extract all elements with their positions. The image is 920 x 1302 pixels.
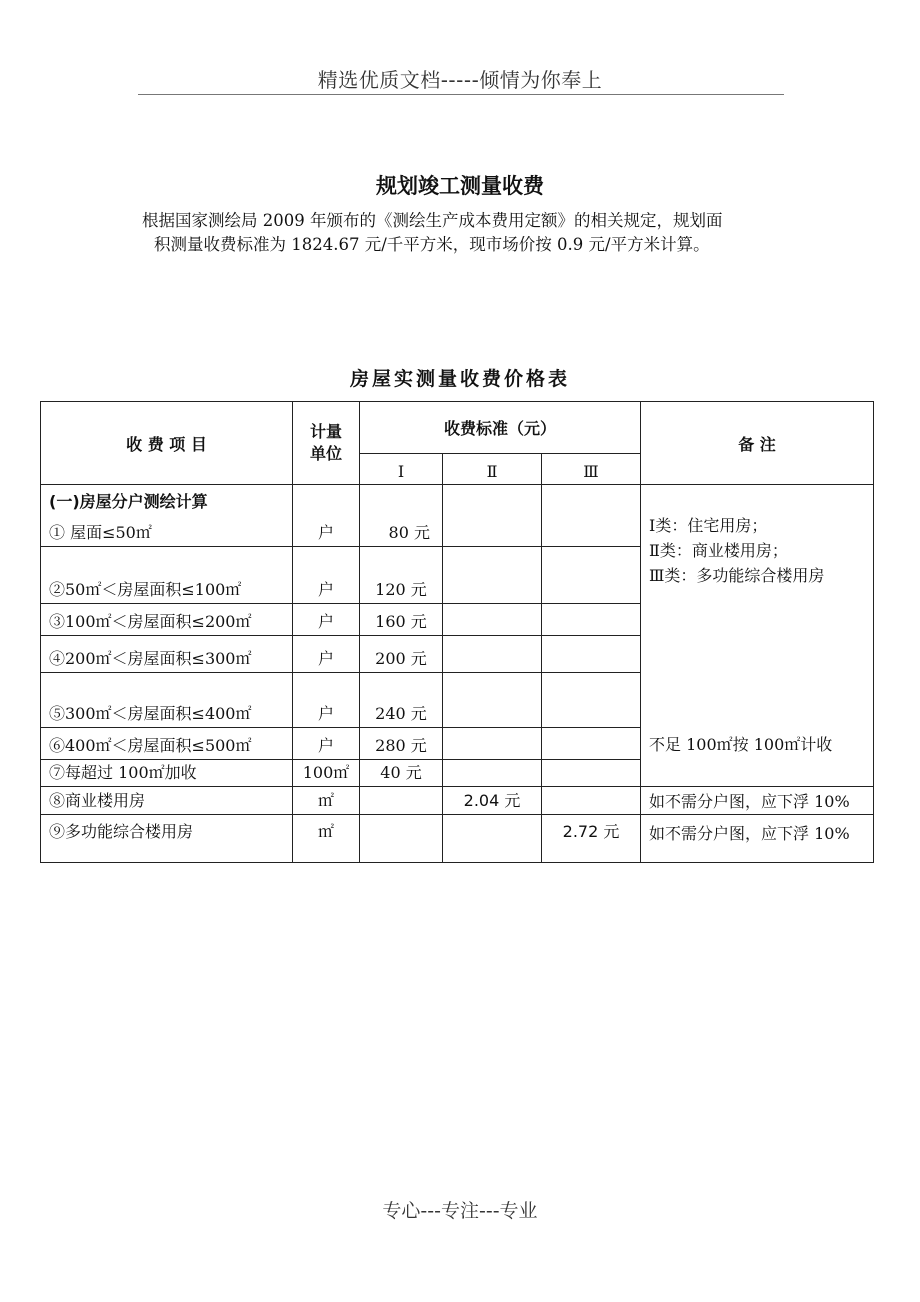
row-remark: 如不需分户图，应下浮 10% xyxy=(641,787,874,815)
category-notes xyxy=(641,485,874,787)
document-title: 规划竣工测量收费 xyxy=(376,174,544,198)
row-unit: 户 xyxy=(293,604,360,636)
note-cat-2: Ⅱ类：商业楼用房； xyxy=(649,541,788,560)
row-cat1-value: 40 元 xyxy=(360,760,443,787)
row-cat2-value xyxy=(443,673,542,728)
row-cat2-value xyxy=(443,760,542,787)
header-cat-1: Ⅰ xyxy=(360,454,443,485)
row-item: ⑥400㎡＜房屋面积≤500㎡ xyxy=(41,728,293,760)
row-cat2-value xyxy=(443,547,542,604)
row-cat2-value: 2.04 元 xyxy=(443,787,542,815)
row-cat3-value xyxy=(542,636,641,673)
page-footer: 专心---专注---专业 xyxy=(382,1200,538,1222)
row-item: ⑧商业楼用房 xyxy=(41,787,293,815)
row-cat3-value xyxy=(542,485,641,547)
row-item: ②50㎡＜房屋面积≤100㎡ xyxy=(41,547,293,604)
row-cat2-value xyxy=(443,636,542,673)
row-unit: ㎡ xyxy=(293,815,360,863)
intro-line-1: 根据国家测绘局 2009 年颁布的《测绘生产成本费用定额》的相关规定，规划面 xyxy=(142,211,723,230)
table-row xyxy=(41,485,874,547)
row-cat1-value: 240 元 xyxy=(360,673,443,728)
table-title: 房屋实测量收费价格表 xyxy=(349,368,570,390)
row-cat1-value xyxy=(360,787,443,815)
row-unit: 户 xyxy=(293,485,360,547)
row-item: ③100㎡＜房屋面积≤200㎡ xyxy=(41,604,293,636)
row-cat1-value: 80 元 xyxy=(360,485,443,547)
header-rule xyxy=(138,94,784,95)
header-standard: 收费标准（元） xyxy=(360,402,641,454)
row-item xyxy=(41,485,293,547)
header-cat-3: Ⅲ xyxy=(542,454,641,485)
intro-paragraph xyxy=(142,209,792,257)
row-cat1-value xyxy=(360,815,443,863)
note-cat-1: Ⅰ类：住宅用房； xyxy=(649,516,768,535)
row-cat1-value: 120 元 xyxy=(360,547,443,604)
row-cat3-value xyxy=(542,673,641,728)
row-cat2-value xyxy=(443,728,542,760)
section-title: (一)房屋分户测绘计算 xyxy=(49,492,208,511)
table-row xyxy=(41,815,874,863)
row-cat3-value xyxy=(542,728,641,760)
row-item: ⑤300㎡＜房屋面积≤400㎡ xyxy=(41,673,293,728)
fee-table xyxy=(40,401,874,863)
row-item-label: ① 屋面≤50㎡ xyxy=(49,523,152,542)
row-cat2-value xyxy=(443,815,542,863)
row-unit: 户 xyxy=(293,547,360,604)
row-unit: 户 xyxy=(293,728,360,760)
row-unit: 户 xyxy=(293,673,360,728)
intro-line-2: 积测量收费标准为 1824.67 元/千平方米，现市场价按 0.9 元/平方米计算。 xyxy=(154,235,710,254)
row-item: ⑨多功能综合楼用房 xyxy=(41,815,293,863)
table-row xyxy=(41,787,874,815)
row-cat3-value xyxy=(542,547,641,604)
row-unit: 100㎡ xyxy=(293,760,360,787)
row-item: ⑦每超过 100㎡加收 xyxy=(41,760,293,787)
row-unit: 户 xyxy=(293,636,360,673)
header-unit: 计量单位 xyxy=(293,402,360,485)
row-item: ④200㎡＜房屋面积≤300㎡ xyxy=(41,636,293,673)
row-cat3-value xyxy=(542,787,641,815)
row-cat1-value: 200 元 xyxy=(360,636,443,673)
row-cat2-value xyxy=(443,604,542,636)
header-cat-2: Ⅱ xyxy=(443,454,542,485)
row-cat3-value xyxy=(542,760,641,787)
row-cat2-value xyxy=(443,485,542,547)
page-header: 精选优质文档-----倾情为你奉上 xyxy=(317,68,603,92)
note-minimum: 不足 100㎡按 100㎡计收 xyxy=(649,735,833,754)
header-remark: 备 注 xyxy=(641,402,874,485)
note-cat-3: Ⅲ类：多功能综合楼用房 xyxy=(649,566,825,585)
row-cat1-value: 280 元 xyxy=(360,728,443,760)
row-cat3-value xyxy=(542,604,641,636)
row-cat1-value: 160 元 xyxy=(360,604,443,636)
row-remark: 如不需分户图，应下浮 10% xyxy=(641,815,874,863)
header-item: 收 费 项 目 xyxy=(41,402,293,485)
row-unit: ㎡ xyxy=(293,787,360,815)
row-cat3-value: 2.72 元 xyxy=(542,815,641,863)
